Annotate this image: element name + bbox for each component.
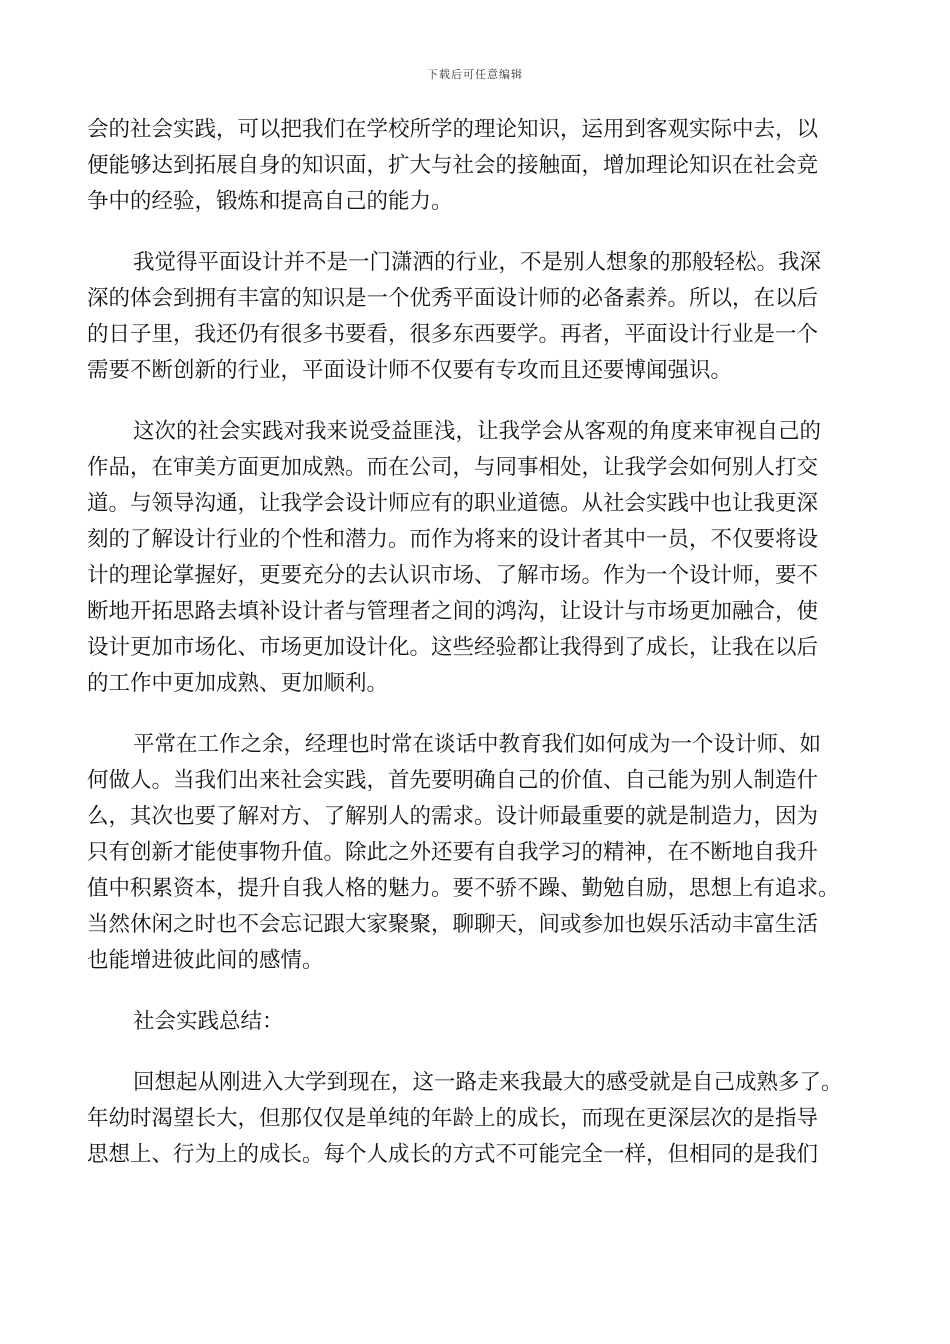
text-line: 只有创新才能使事物升值。除此之外还要有自我学习的精神，在不断地自我升 <box>87 840 819 865</box>
text-line: 值中积累资本，提升自我人格的魅力。要不骄不躁、勤勉自励，思想上有追求。 <box>87 876 840 901</box>
text-line: 当然休闲之时也不会忘记跟大家聚聚，聊聊天，间或参加也娱乐活动丰富生活 <box>87 912 819 937</box>
heading-line: 社会实践总结： <box>133 1009 284 1034</box>
text-line: 断地开拓思路去填补设计者与管理者之间的鸿沟，让设计与市场更加融合，使 <box>87 599 819 624</box>
paragraph-5 <box>87 1065 867 1173</box>
section-heading-summary <box>87 1004 867 1040</box>
document-body <box>87 112 867 1198</box>
paragraph-3 <box>87 414 867 702</box>
text-line: 也能增进彼此间的感情。 <box>87 948 324 973</box>
text-line: 需要不断创新的行业，平面设计师不仅要有专攻而且还要博闻强识。 <box>87 358 733 383</box>
text-line: 的日子里，我还仍有很多书要看，很多东西要学。再者，平面设计行业是一个 <box>87 322 819 347</box>
text-line: 的工作中更加成熟、更加顺利。 <box>87 671 389 696</box>
page-header: 下载后可任意编辑 <box>427 68 523 81</box>
text-line: 深的体会到拥有丰富的知识是一个优秀平面设计师的必备素养。所以，在以后 <box>87 286 819 311</box>
paragraph-2 <box>87 245 867 389</box>
paragraph-4 <box>87 727 867 979</box>
text-line: 年幼时渴望长大，但那仅仅是单纯的年龄上的成长，而现在更深层次的是指导 <box>87 1106 819 1131</box>
text-line: 这次的社会实践对我来说受益匪浅，让我学会从客观的角度来审视自己的 <box>133 419 822 444</box>
text-line: 思想上、行为上的成长。每个人成长的方式不可能完全一样，但相同的是我们 <box>87 1142 819 1167</box>
text-line: 回想起从刚进入大学到现在，这一路走来我最大的感受就是自己成熟多了。 <box>133 1070 843 1095</box>
text-line: 便能够达到拓展自身的知识面，扩大与社会的接触面，增加理论知识在社会竞 <box>87 153 819 178</box>
text-line: 会的社会实践，可以把我们在学校所学的理论知识，运用到客观实际中去，以 <box>87 117 819 142</box>
text-line: 争中的经验，锻炼和提高自己的能力。 <box>87 189 453 214</box>
text-line: 道。与领导沟通，让我学会设计师应有的职业道德。从社会实践中也让我更深 <box>87 491 819 516</box>
text-line: 作品，在审美方面更加成熟。而在公司，与同事相处，让我学会如何别人打交 <box>87 455 819 480</box>
text-line: 计的理论掌握好，更要充分的去认识市场、了解市场。作为一个设计师，要不 <box>87 563 819 588</box>
text-line: 平常在工作之余，经理也时常在谈话中教育我们如何成为一个设计师、如 <box>133 732 822 757</box>
text-line: 设计更加市场化、市场更加设计化。这些经验都让我得到了成长，让我在以后 <box>87 635 819 660</box>
text-line: 么，其次也要了解对方、了解别人的需求。设计师最重要的就是制造力，因为 <box>87 804 819 829</box>
text-line: 何做人。当我们出来社会实践，首先要明确自己的价值、自己能为别人制造什 <box>87 768 819 793</box>
text-line: 我觉得平面设计并不是一门潇洒的行业，不是别人想象的那般轻松。我深 <box>133 250 822 275</box>
text-line: 刻的了解设计行业的个性和潜力。而作为将来的设计者其中一员，不仅要将设 <box>87 527 819 552</box>
paragraph-1 <box>87 112 867 220</box>
